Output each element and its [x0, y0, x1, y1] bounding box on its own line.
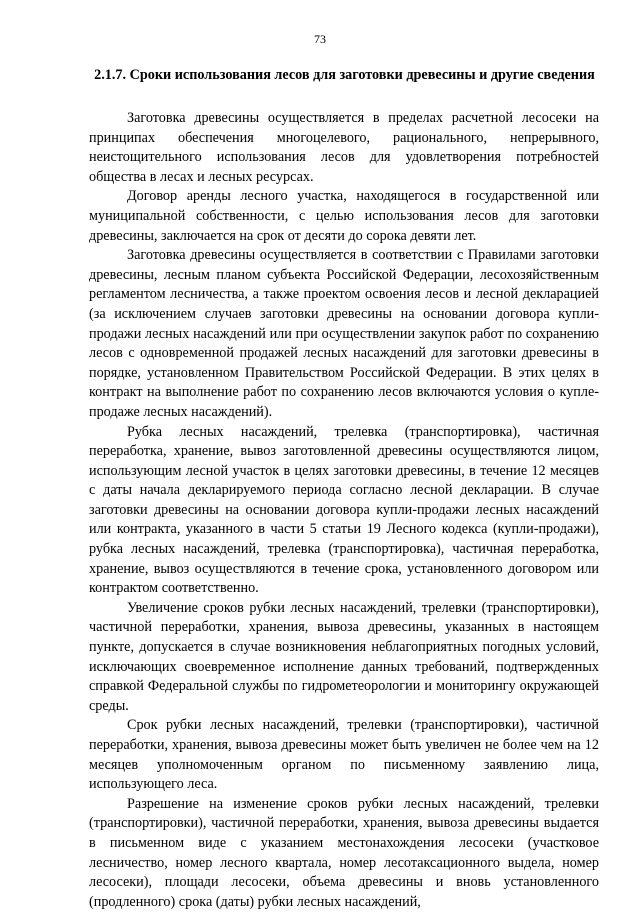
- body-text: [89, 109, 599, 912]
- paragraph: Срок рубки лесных насаждений, трелевки (транспортировки), частичной переработки, хранения, вывоза древесины может быть увеличен не более чем на 12 месяцев уполномоченным органом по письменному заявлению лица, использующего леса.: [89, 717, 599, 793]
- paragraph: Рубка лесных насаждений, трелевка (транспортировка), частичная переработка, хранение, вывоз заготовленной древесины осуществляются лицом, использующим лесной участок в целях заготовки древесины, в течение 12 месяцев с даты начала декларируемого периода согласно лесной декларации. В случае заготовки древесины на основании договора купли-продажи лесных насаждений или контракта, указанного в части 5 статьи 19 Лесного кодекса (купли-продажи), рубка лесных насаждений, трелевка (транспортировка), частичная переработка, хранение, вывоз осуществляются в течение срока, установленного договором или контрактом соответственно.: [89, 423, 599, 597]
- paragraph: Разрешение на изменение сроков рубки лесных насаждений, трелевки (транспортировки), частичной переработки, хранения, вывоза древесины выдается в письменном виде с указанием местонахождения лесосеки (участковое лесничество, номер лесного квартала, номер лесотаксационного выдела, номер лесосеки), площади лесосеки, объема древесины и вновь установленного (продленного) срока (даты) рубки лесных насаждений,: [89, 795, 599, 910]
- paragraph: Договор аренды лесного участка, находящегося в государственной или муниципальной собственности, с целью использования лесов для заготовки древесины, заключается на срок от десяти до сорока девяти лет.: [89, 188, 599, 244]
- paragraph: Заготовка древесины осуществляется в соответствии с Правилами заготовки древесины, лесным планом субъекта Российской Федерации, лесохозяйственным регламентом лесничества, а также проектом освоения лесов и лесной декларацией (за исключением случаев заготовки древесины на основании договора купли-продажи лесных насаждений или при осуществлении закупок работ по сохранению лесов с одновременной продажей лесных насаждений для заготовки древесины в порядке, установленном Правительством Российской Федерации. В этих целях в контракт на выполнение работ по сохранению лесов включаются условия о купле-продаже лесных насаждений).: [89, 247, 599, 420]
- paragraph: Увеличение сроков рубки лесных насаждений, трелевки (транспортировки), частичной переработки, хранения, вывоза древесины, указанных в настоящем пункте, допускается в случае возникновения неблагоприятных погодных условий, исключающих своевременное исполнение данных требований, подтвержденных справкой Федеральной службы по гидрометеорологии и мониторингу окружающей среды.: [89, 599, 599, 714]
- section-heading: 2.1.7. Сроки использования лесов для заготовки древесины и другие сведения: [94, 67, 595, 83]
- page-number: 73: [314, 32, 326, 46]
- paragraph: Заготовка древесины осуществляется в пределах расчетной лесосеки на принципах обеспечения многоцелевого, рационального, непрерывного, неистощительного использования лесов для удовлетворения потребностей общества в лесах и лесных ресурсах.: [89, 110, 599, 185]
